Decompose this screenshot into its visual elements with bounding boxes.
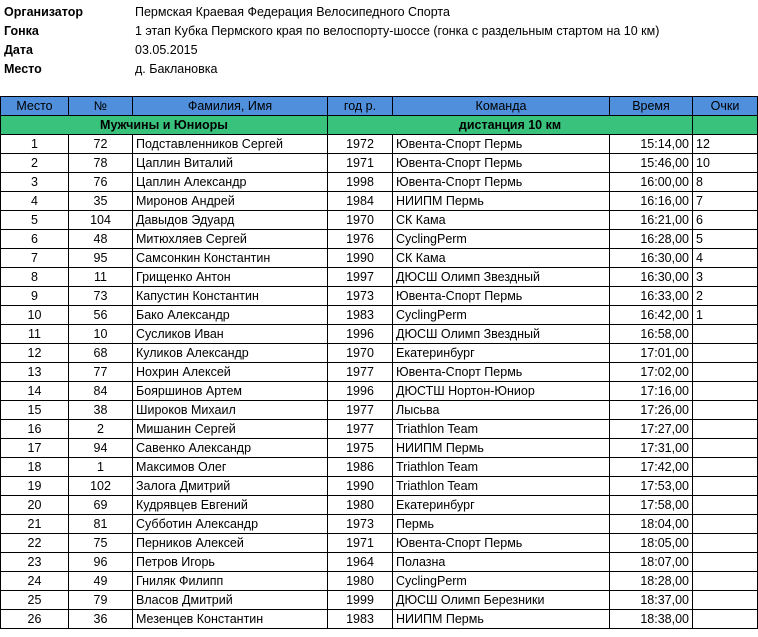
- name-cell: Мезенцев Константин: [133, 610, 328, 629]
- team-cell: Пермь: [393, 515, 610, 534]
- team-cell: Ювента-Спорт Пермь: [393, 154, 610, 173]
- points-cell: 12: [693, 135, 758, 154]
- birth-year-cell: 1999: [328, 591, 393, 610]
- place-cell: 24: [1, 572, 69, 591]
- bib-number-cell: 38: [69, 401, 133, 420]
- team-cell: НИИПМ Пермь: [393, 439, 610, 458]
- table-row: [1, 211, 758, 230]
- team-cell: НИИПМ Пермь: [393, 192, 610, 211]
- team-cell: ДЮСШ Олимп Звездный: [393, 325, 610, 344]
- column-header-number: №: [69, 97, 133, 116]
- birth-year-cell: 1996: [328, 382, 393, 401]
- meta-key: Организатор: [4, 5, 83, 19]
- points-cell: [693, 553, 758, 572]
- table-row: [1, 135, 758, 154]
- results-table: [0, 96, 758, 629]
- points-cell: [693, 515, 758, 534]
- name-cell: Савенко Александр: [133, 439, 328, 458]
- time-cell: 16:42,00: [610, 306, 693, 325]
- name-cell: Сусликов Иван: [133, 325, 328, 344]
- table-row: [1, 325, 758, 344]
- column-header-points: Очки: [693, 97, 758, 116]
- name-cell: Мишанин Сергей: [133, 420, 328, 439]
- meta-value: 1 этап Кубка Пермского края по велоспорту-шоссе (гонка с раздельным стартом на 10 км): [135, 24, 660, 38]
- place-cell: 15: [1, 401, 69, 420]
- birth-year-cell: 1986: [328, 458, 393, 477]
- place-cell: 25: [1, 591, 69, 610]
- team-cell: НИИПМ Пермь: [393, 610, 610, 629]
- time-cell: 17:16,00: [610, 382, 693, 401]
- place-cell: 1: [1, 135, 69, 154]
- team-cell: Ювента-Спорт Пермь: [393, 287, 610, 306]
- place-cell: 17: [1, 439, 69, 458]
- team-cell: СК Кама: [393, 249, 610, 268]
- table-row: [1, 306, 758, 325]
- birth-year-cell: 1983: [328, 610, 393, 629]
- points-cell: 6: [693, 211, 758, 230]
- place-cell: 26: [1, 610, 69, 629]
- place-cell: 8: [1, 268, 69, 287]
- team-cell: CyclingPerm: [393, 306, 610, 325]
- name-cell: Капустин Константин: [133, 287, 328, 306]
- points-cell: 8: [693, 173, 758, 192]
- name-cell: Максимов Олег: [133, 458, 328, 477]
- meta-value: 03.05.2015: [135, 43, 198, 57]
- group-empty-cell: [693, 116, 758, 135]
- bib-number-cell: 49: [69, 572, 133, 591]
- name-cell: Широков Михаил: [133, 401, 328, 420]
- table-row: [1, 382, 758, 401]
- birth-year-cell: 1990: [328, 477, 393, 496]
- time-cell: 18:05,00: [610, 534, 693, 553]
- bib-number-cell: 94: [69, 439, 133, 458]
- place-cell: 12: [1, 344, 69, 363]
- points-cell: 3: [693, 268, 758, 287]
- team-cell: Ювента-Спорт Пермь: [393, 534, 610, 553]
- bib-number-cell: 96: [69, 553, 133, 572]
- name-cell: Субботин Александр: [133, 515, 328, 534]
- birth-year-cell: 1971: [328, 534, 393, 553]
- name-cell: Нохрин Алексей: [133, 363, 328, 382]
- place-cell: 21: [1, 515, 69, 534]
- table-row: [1, 591, 758, 610]
- time-cell: 16:33,00: [610, 287, 693, 306]
- bib-number-cell: 95: [69, 249, 133, 268]
- table-row: [1, 496, 758, 515]
- points-cell: [693, 420, 758, 439]
- time-cell: 17:01,00: [610, 344, 693, 363]
- name-cell: Бояршинов Артем: [133, 382, 328, 401]
- bib-number-cell: 48: [69, 230, 133, 249]
- meta-value: д. Баклановка: [135, 62, 218, 76]
- birth-year-cell: 1976: [328, 230, 393, 249]
- team-cell: СК Кама: [393, 211, 610, 230]
- table-row: [1, 192, 758, 211]
- points-cell: [693, 458, 758, 477]
- time-cell: 17:42,00: [610, 458, 693, 477]
- name-cell: Самсонкин Константин: [133, 249, 328, 268]
- team-cell: Ювента-Спорт Пермь: [393, 135, 610, 154]
- place-cell: 22: [1, 534, 69, 553]
- name-cell: Бако Александр: [133, 306, 328, 325]
- time-cell: 18:07,00: [610, 553, 693, 572]
- place-cell: 19: [1, 477, 69, 496]
- time-cell: 17:02,00: [610, 363, 693, 382]
- column-header-team: Команда: [393, 97, 610, 116]
- group-category: Мужчины и Юниоры: [1, 116, 328, 135]
- team-cell: Triathlon Team: [393, 477, 610, 496]
- place-cell: 23: [1, 553, 69, 572]
- bib-number-cell: 104: [69, 211, 133, 230]
- name-cell: Митюхляев Сергей: [133, 230, 328, 249]
- points-cell: [693, 572, 758, 591]
- table-row: [1, 287, 758, 306]
- time-cell: 18:37,00: [610, 591, 693, 610]
- name-cell: Власов Дмитрий: [133, 591, 328, 610]
- table-row: [1, 420, 758, 439]
- birth-year-cell: 1970: [328, 344, 393, 363]
- birth-year-cell: 1973: [328, 287, 393, 306]
- column-header-birth-year: год р.: [328, 97, 393, 116]
- birth-year-cell: 1977: [328, 420, 393, 439]
- points-cell: 7: [693, 192, 758, 211]
- meta-key: Дата: [4, 43, 33, 57]
- birth-year-cell: 1964: [328, 553, 393, 572]
- name-cell: Цаплин Александр: [133, 173, 328, 192]
- name-cell: Куликов Александр: [133, 344, 328, 363]
- header-row: [1, 97, 758, 116]
- points-cell: [693, 382, 758, 401]
- birth-year-cell: 1977: [328, 363, 393, 382]
- table-row: [1, 572, 758, 591]
- name-cell: Кудрявцев Евгений: [133, 496, 328, 515]
- team-cell: ДЮСШ Олимп Березники: [393, 591, 610, 610]
- team-cell: ДЮСТШ Нортон-Юниор: [393, 382, 610, 401]
- time-cell: 16:30,00: [610, 268, 693, 287]
- table-row: [1, 534, 758, 553]
- team-cell: Triathlon Team: [393, 458, 610, 477]
- birth-year-cell: 1971: [328, 154, 393, 173]
- points-cell: [693, 363, 758, 382]
- place-cell: 6: [1, 230, 69, 249]
- place-cell: 4: [1, 192, 69, 211]
- time-cell: 15:46,00: [610, 154, 693, 173]
- time-cell: 16:28,00: [610, 230, 693, 249]
- points-cell: [693, 477, 758, 496]
- time-cell: 18:38,00: [610, 610, 693, 629]
- time-cell: 16:00,00: [610, 173, 693, 192]
- time-cell: 17:58,00: [610, 496, 693, 515]
- table-row: [1, 401, 758, 420]
- bib-number-cell: 69: [69, 496, 133, 515]
- birth-year-cell: 1980: [328, 572, 393, 591]
- place-cell: 10: [1, 306, 69, 325]
- place-cell: 9: [1, 287, 69, 306]
- place-cell: 3: [1, 173, 69, 192]
- table-row: [1, 268, 758, 287]
- points-cell: [693, 591, 758, 610]
- bib-number-cell: 56: [69, 306, 133, 325]
- birth-year-cell: 1973: [328, 515, 393, 534]
- bib-number-cell: 77: [69, 363, 133, 382]
- bib-number-cell: 81: [69, 515, 133, 534]
- bib-number-cell: 11: [69, 268, 133, 287]
- table-row: [1, 439, 758, 458]
- name-cell: Перников Алексей: [133, 534, 328, 553]
- place-cell: 20: [1, 496, 69, 515]
- table-row: [1, 515, 758, 534]
- team-cell: Полазна: [393, 553, 610, 572]
- points-cell: [693, 534, 758, 553]
- meta-value: Пермская Краевая Федерация Велосипедного Спорта: [135, 5, 450, 19]
- team-cell: ДЮСШ Олимп Звездный: [393, 268, 610, 287]
- table-row: [1, 154, 758, 173]
- table-row: [1, 477, 758, 496]
- place-cell: 13: [1, 363, 69, 382]
- name-cell: Залога Дмитрий: [133, 477, 328, 496]
- points-cell: 10: [693, 154, 758, 173]
- bib-number-cell: 75: [69, 534, 133, 553]
- bib-number-cell: 72: [69, 135, 133, 154]
- birth-year-cell: 1983: [328, 306, 393, 325]
- meta-key: Гонка: [4, 24, 39, 38]
- time-cell: 16:21,00: [610, 211, 693, 230]
- name-cell: Миронов Андрей: [133, 192, 328, 211]
- team-cell: Лысьва: [393, 401, 610, 420]
- points-cell: [693, 401, 758, 420]
- place-cell: 18: [1, 458, 69, 477]
- place-cell: 2: [1, 154, 69, 173]
- table-row: [1, 363, 758, 382]
- birth-year-cell: 1975: [328, 439, 393, 458]
- bib-number-cell: 36: [69, 610, 133, 629]
- name-cell: Петров Игорь: [133, 553, 328, 572]
- team-cell: CyclingPerm: [393, 572, 610, 591]
- points-cell: [693, 344, 758, 363]
- team-cell: CyclingPerm: [393, 230, 610, 249]
- table-row: [1, 173, 758, 192]
- group-distance: дистанция 10 км: [328, 116, 693, 135]
- meta-key: Место: [4, 62, 42, 76]
- name-cell: Давыдов Эдуард: [133, 211, 328, 230]
- bib-number-cell: 68: [69, 344, 133, 363]
- bib-number-cell: 84: [69, 382, 133, 401]
- name-cell: Гниляк Филипп: [133, 572, 328, 591]
- time-cell: 16:58,00: [610, 325, 693, 344]
- team-cell: Triathlon Team: [393, 420, 610, 439]
- team-cell: Ювента-Спорт Пермь: [393, 363, 610, 382]
- column-header-time: Время: [610, 97, 693, 116]
- bib-number-cell: 10: [69, 325, 133, 344]
- column-header-place: Место: [1, 97, 69, 116]
- name-cell: Цаплин Виталий: [133, 154, 328, 173]
- table-row: [1, 458, 758, 477]
- birth-year-cell: 1998: [328, 173, 393, 192]
- points-cell: [693, 496, 758, 515]
- name-cell: Грищенко Антон: [133, 268, 328, 287]
- birth-year-cell: 1970: [328, 211, 393, 230]
- bib-number-cell: 78: [69, 154, 133, 173]
- points-cell: [693, 439, 758, 458]
- place-cell: 5: [1, 211, 69, 230]
- time-cell: 17:53,00: [610, 477, 693, 496]
- time-cell: 17:27,00: [610, 420, 693, 439]
- birth-year-cell: 1997: [328, 268, 393, 287]
- table-row: [1, 553, 758, 572]
- bib-number-cell: 102: [69, 477, 133, 496]
- points-cell: 5: [693, 230, 758, 249]
- name-cell: Подставленников Сергей: [133, 135, 328, 154]
- birth-year-cell: 1980: [328, 496, 393, 515]
- bib-number-cell: 79: [69, 591, 133, 610]
- table-row: [1, 249, 758, 268]
- bib-number-cell: 73: [69, 287, 133, 306]
- place-cell: 14: [1, 382, 69, 401]
- table-row: [1, 230, 758, 249]
- bib-number-cell: 1: [69, 458, 133, 477]
- points-cell: [693, 325, 758, 344]
- team-cell: Екатеринбург: [393, 344, 610, 363]
- bib-number-cell: 2: [69, 420, 133, 439]
- time-cell: 15:14,00: [610, 135, 693, 154]
- place-cell: 11: [1, 325, 69, 344]
- birth-year-cell: 1990: [328, 249, 393, 268]
- birth-year-cell: 1996: [328, 325, 393, 344]
- time-cell: 16:16,00: [610, 192, 693, 211]
- birth-year-cell: 1972: [328, 135, 393, 154]
- bib-number-cell: 76: [69, 173, 133, 192]
- points-cell: [693, 610, 758, 629]
- place-cell: 7: [1, 249, 69, 268]
- birth-year-cell: 1977: [328, 401, 393, 420]
- points-cell: 4: [693, 249, 758, 268]
- place-cell: 16: [1, 420, 69, 439]
- team-cell: Ювента-Спорт Пермь: [393, 173, 610, 192]
- points-cell: 2: [693, 287, 758, 306]
- points-cell: 1: [693, 306, 758, 325]
- group-row: [1, 116, 758, 135]
- time-cell: 16:30,00: [610, 249, 693, 268]
- bib-number-cell: 35: [69, 192, 133, 211]
- table-row: [1, 610, 758, 629]
- time-cell: 17:31,00: [610, 439, 693, 458]
- team-cell: Екатеринбург: [393, 496, 610, 515]
- column-header-name: Фамилия, Имя: [133, 97, 328, 116]
- time-cell: 17:26,00: [610, 401, 693, 420]
- time-cell: 18:28,00: [610, 572, 693, 591]
- table-row: [1, 344, 758, 363]
- time-cell: 18:04,00: [610, 515, 693, 534]
- birth-year-cell: 1984: [328, 192, 393, 211]
